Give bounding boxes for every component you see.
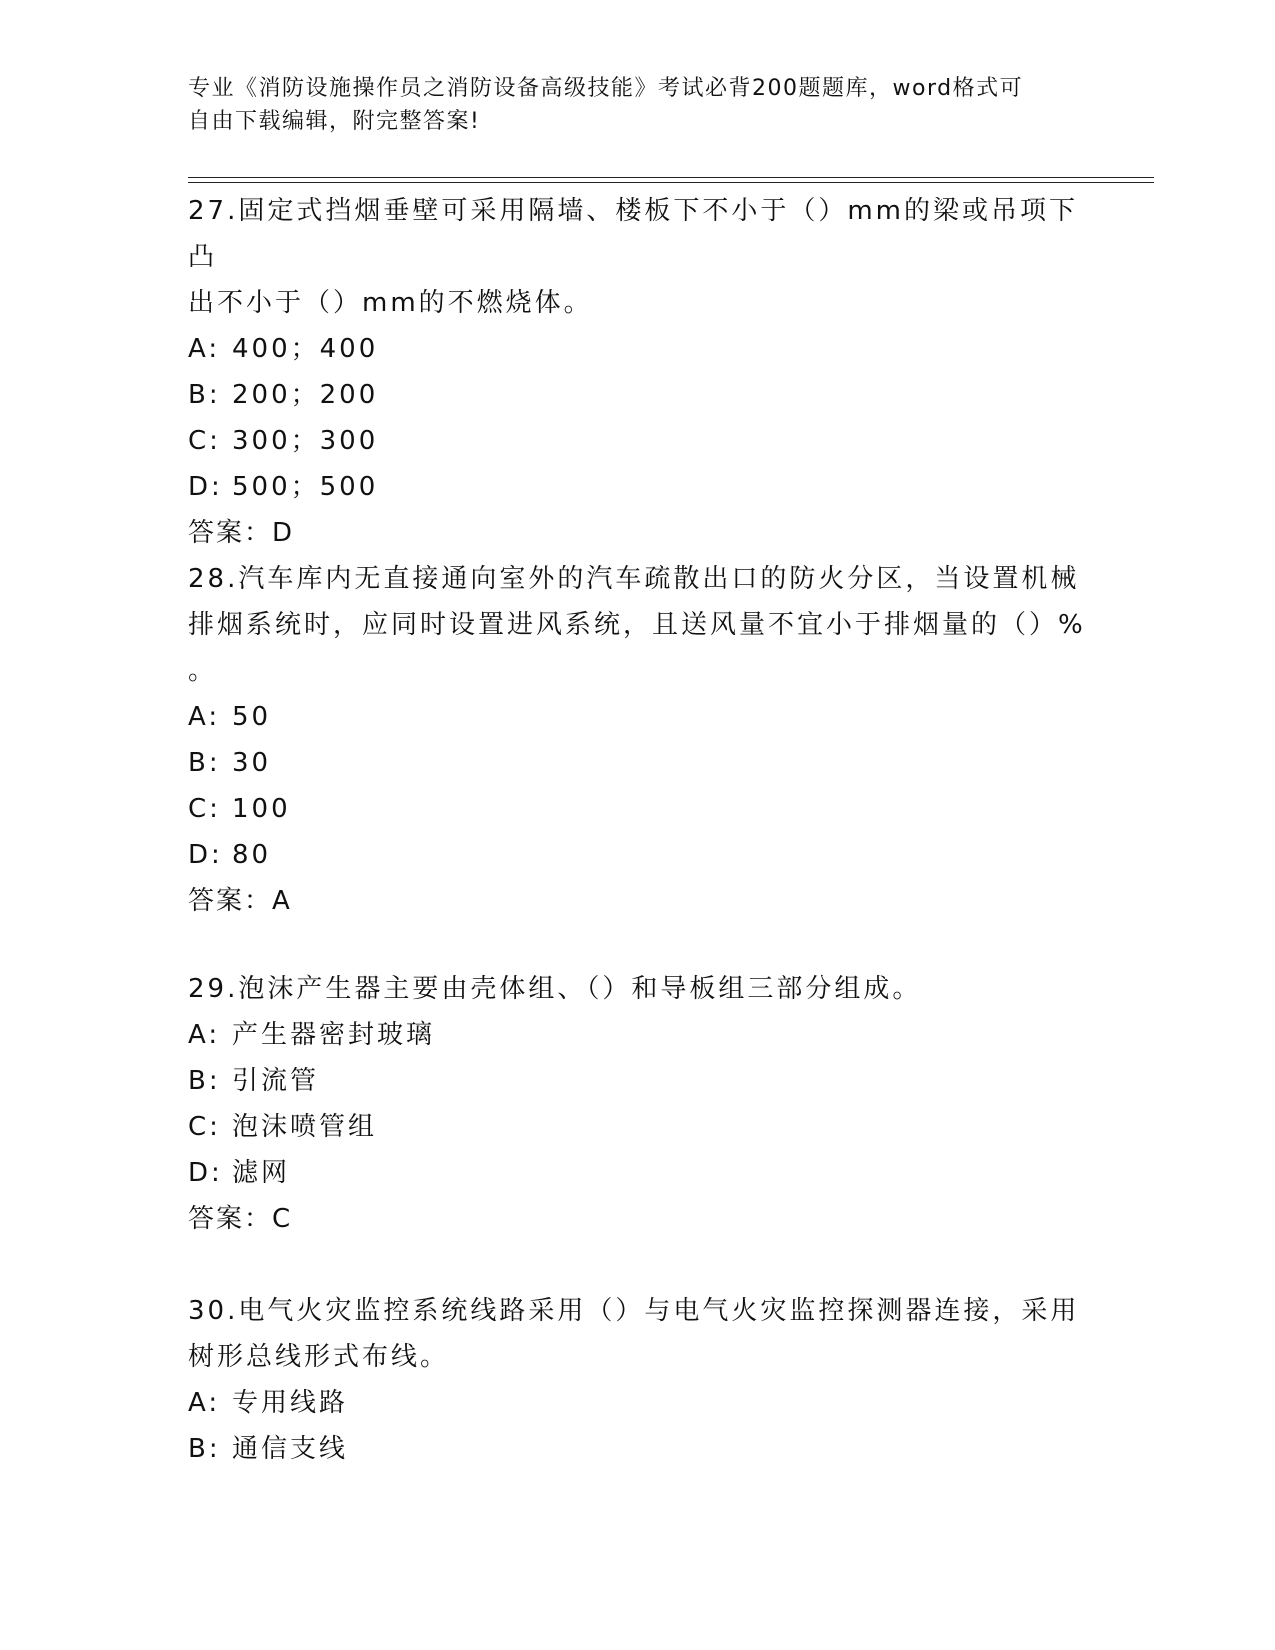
option-text: 引流管 [232,1066,320,1096]
option-key: C: [188,1112,221,1142]
option-text: 80 [232,840,272,870]
option-b [188,372,1088,418]
answer-line: 答案：C [188,1204,293,1234]
option-key: B: [188,748,221,778]
option-a [188,326,1088,372]
option-d [188,1150,1088,1196]
option-a [188,1012,1088,1058]
question-block-30 [188,1288,1088,1472]
question-stem: 29.泡沫产生器主要由壳体组、（）和导板组三部分组成。 [188,974,922,1004]
option-c [188,1104,1088,1150]
option-key: A: [188,334,221,364]
option-a [188,1380,1088,1426]
option-b [188,740,1088,786]
question-block-27 [188,188,1088,556]
option-text: 100 [232,794,291,824]
option-key: B: [188,380,221,410]
option-a [188,694,1088,740]
option-key: C: [188,794,221,824]
option-key: C: [188,426,221,456]
option-key: D: [188,1158,223,1188]
option-text: 泡沫喷管组 [232,1112,378,1142]
question-stem: 30.电气火灾监控系统线路采用（）与电气火灾监控探测器连接，采用 树形总线形式布线。 [188,1296,1080,1372]
answer-line: 答案：A [188,886,292,916]
option-text: 30 [232,748,272,778]
option-c [188,786,1088,832]
option-key: A: [188,1388,221,1418]
option-key: B: [188,1434,221,1464]
option-text: 通信支线 [232,1434,349,1464]
option-key: D: [188,840,223,870]
option-text: 300；300 [232,426,379,456]
header-line-1: 专业《消防设施操作员之消防设备高级技能》考试必背200题题库，word格式可 [188,76,1024,101]
question-stem: 28.汽车库内无直接通向室外的汽车疏散出口的防火分区，当设置机械 排烟系统时，应同时设置进风系统，且送风量不宜小于排烟量的（）% 。 [188,564,1086,686]
option-key: B: [188,1066,221,1096]
option-key: A: [188,1020,221,1050]
option-d [188,464,1088,510]
document-header [188,72,1088,138]
question-block-29 [188,966,1088,1242]
header-divider-top [188,177,1154,178]
option-text: 500；500 [232,472,379,502]
option-d [188,832,1088,878]
option-text: 产生器密封玻璃 [232,1020,436,1050]
header-divider-bottom [188,182,1154,183]
question-stem: 27.固定式挡烟垂壁可采用隔墙、楼板下不小于（）mm的梁或吊项下凸 出不小于（）mm的不燃烧体。 [188,196,1079,318]
option-b [188,1426,1088,1472]
answer-line: 答案：D [188,518,295,548]
option-key: D: [188,472,223,502]
option-text: 滤网 [232,1158,291,1188]
option-text: 50 [232,702,272,732]
option-b [188,1058,1088,1104]
option-text: 专用线路 [232,1388,349,1418]
question-block-28 [188,556,1088,924]
option-text: 400；400 [232,334,379,364]
option-key: A: [188,702,221,732]
option-text: 200；200 [232,380,379,410]
header-line-2: 自由下载编辑，附完整答案! [188,109,481,134]
option-c [188,418,1088,464]
